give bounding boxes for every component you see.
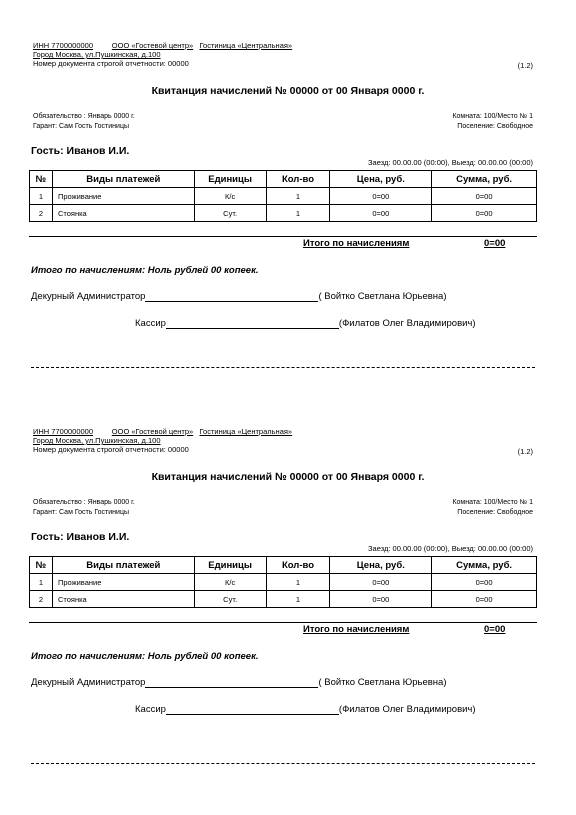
col-sum: Сумма, руб. (432, 171, 537, 188)
cell: 0=00 (330, 205, 432, 222)
room: Комната: 100/Место № 1 (452, 499, 533, 506)
guarantor: Гарант: Сам Гость Гостиницы (33, 509, 129, 516)
cut-line (31, 367, 535, 368)
stay-dates: Заезд: 00.00.00 (00:00), Выезд: 00.00.00 (00:00) (368, 158, 533, 167)
col-price: Цена, руб. (330, 171, 432, 188)
col-payment-type: Виды платежей (52, 557, 194, 574)
col-qty: Кол-во (266, 557, 330, 574)
col-units: Единицы (194, 171, 266, 188)
stay-dates: Заезд: 00.00.00 (00:00), Выезд: 00.00.00 (00:00) (368, 544, 533, 553)
cell: 1 (266, 188, 330, 205)
copy-number: (1.2) (517, 61, 533, 70)
receipt-1 (0, 0, 576, 380)
separator-rule (29, 622, 537, 623)
admin-signature (31, 291, 447, 302)
org-line (33, 427, 292, 436)
col-price: Цена, руб. (330, 557, 432, 574)
guest-name: Гость: Иванов И.И. (31, 531, 130, 543)
table-header (30, 557, 537, 574)
org-name: ООО «Гостевой центр» (111, 427, 194, 436)
address (33, 50, 161, 59)
receipt-title: Квитанция начислений № 00000 от 00 Января 0000 г. (151, 471, 425, 483)
cashier-name: (Филатов Олег Владимирович) (338, 318, 476, 329)
cell: Проживание (52, 574, 194, 591)
total-label: Итого по начислениям (303, 624, 410, 635)
cell: 1 (266, 205, 330, 222)
cashier-name: (Филатов Олег Владимирович) (338, 704, 476, 715)
admin-signature (31, 677, 447, 688)
settlement: Поселение: Свободное (457, 123, 533, 130)
cell: К/с (194, 574, 266, 591)
address (33, 436, 161, 445)
charges-table (29, 170, 537, 222)
cashier-label: Кассир (135, 704, 166, 715)
charges-table (29, 556, 537, 608)
cell: 0=00 (432, 188, 537, 205)
total-label: Итого по начислениям (303, 238, 410, 249)
cell: 1 (30, 574, 53, 591)
col-units: Единицы (194, 557, 266, 574)
signature-line (166, 318, 339, 329)
cell: Сут. (194, 591, 266, 608)
admin-name: ( Войтко Светлана Юрьевна) (318, 677, 447, 688)
cell: К/с (194, 188, 266, 205)
table-header (30, 171, 537, 188)
obligation: Обязательство : Январь 0000 г. (33, 499, 135, 506)
guest-name: Гость: Иванов И.И. (31, 145, 130, 157)
table-row (30, 591, 537, 608)
org-line (33, 41, 292, 50)
cell: Стоянка (52, 591, 194, 608)
copy-number: (1.2) (517, 447, 533, 456)
room: Комната: 100/Место № 1 (452, 113, 533, 120)
cell: 0=00 (330, 591, 432, 608)
cell: Проживание (52, 188, 194, 205)
cell: 0=00 (432, 574, 537, 591)
address-text: Город Москва, ул.Пушкинская, д.100 (33, 436, 161, 445)
separator-rule (29, 236, 537, 237)
cell: Стоянка (52, 205, 194, 222)
guarantor: Гарант: Сам Гость Гостиницы (33, 123, 129, 130)
table-row (30, 205, 537, 222)
signature-line (145, 291, 318, 302)
cell: 0=00 (330, 188, 432, 205)
address-text: Город Москва, ул.Пушкинская, д.100 (33, 50, 161, 59)
col-num: № (30, 557, 53, 574)
cell: 2 (30, 591, 53, 608)
col-payment-type: Виды платежей (52, 171, 194, 188)
cashier-label: Кассир (135, 318, 166, 329)
admin-name: ( Войтко Светлана Юрьевна) (318, 291, 447, 302)
signature-line (145, 677, 318, 688)
doc-number: Номер документа строгой отчетности: 00000 (33, 59, 189, 68)
cell: 2 (30, 205, 53, 222)
cell: 0=00 (432, 591, 537, 608)
receipt-2 (0, 386, 576, 766)
cell: 0=00 (330, 574, 432, 591)
hotel-name: Гостиница «Центральная» (199, 427, 293, 436)
inn: ИНН 7700000000 (33, 41, 94, 50)
cut-line (31, 763, 535, 764)
col-num: № (30, 171, 53, 188)
total-in-words: Итого по начислениям: Ноль рублей 00 копеек. (31, 651, 259, 662)
admin-label: Декурный Администратор (31, 677, 146, 688)
cell: 1 (266, 591, 330, 608)
cell: 0=00 (432, 205, 537, 222)
doc-number: Номер документа строгой отчетности: 00000 (33, 445, 189, 454)
cell: 1 (266, 574, 330, 591)
signature-line (166, 704, 339, 715)
total-value: 0=00 (484, 238, 506, 249)
hotel-name: Гостиница «Центральная» (199, 41, 293, 50)
obligation: Обязательство : Январь 0000 г. (33, 113, 135, 120)
cashier-signature (135, 704, 476, 715)
cell: Сут. (194, 205, 266, 222)
admin-label: Декурный Администратор (31, 291, 146, 302)
total-in-words: Итого по начислениям: Ноль рублей 00 копеек. (31, 265, 259, 276)
total-value: 0=00 (484, 624, 506, 635)
cell: 1 (30, 188, 53, 205)
col-sum: Сумма, руб. (432, 557, 537, 574)
inn: ИНН 7700000000 (33, 427, 94, 436)
col-qty: Кол-во (266, 171, 330, 188)
table-row (30, 574, 537, 591)
cashier-signature (135, 318, 476, 329)
table-row (30, 188, 537, 205)
settlement: Поселение: Свободное (457, 509, 533, 516)
receipt-title: Квитанция начислений № 00000 от 00 Января 0000 г. (151, 85, 425, 97)
org-name: ООО «Гостевой центр» (111, 41, 194, 50)
